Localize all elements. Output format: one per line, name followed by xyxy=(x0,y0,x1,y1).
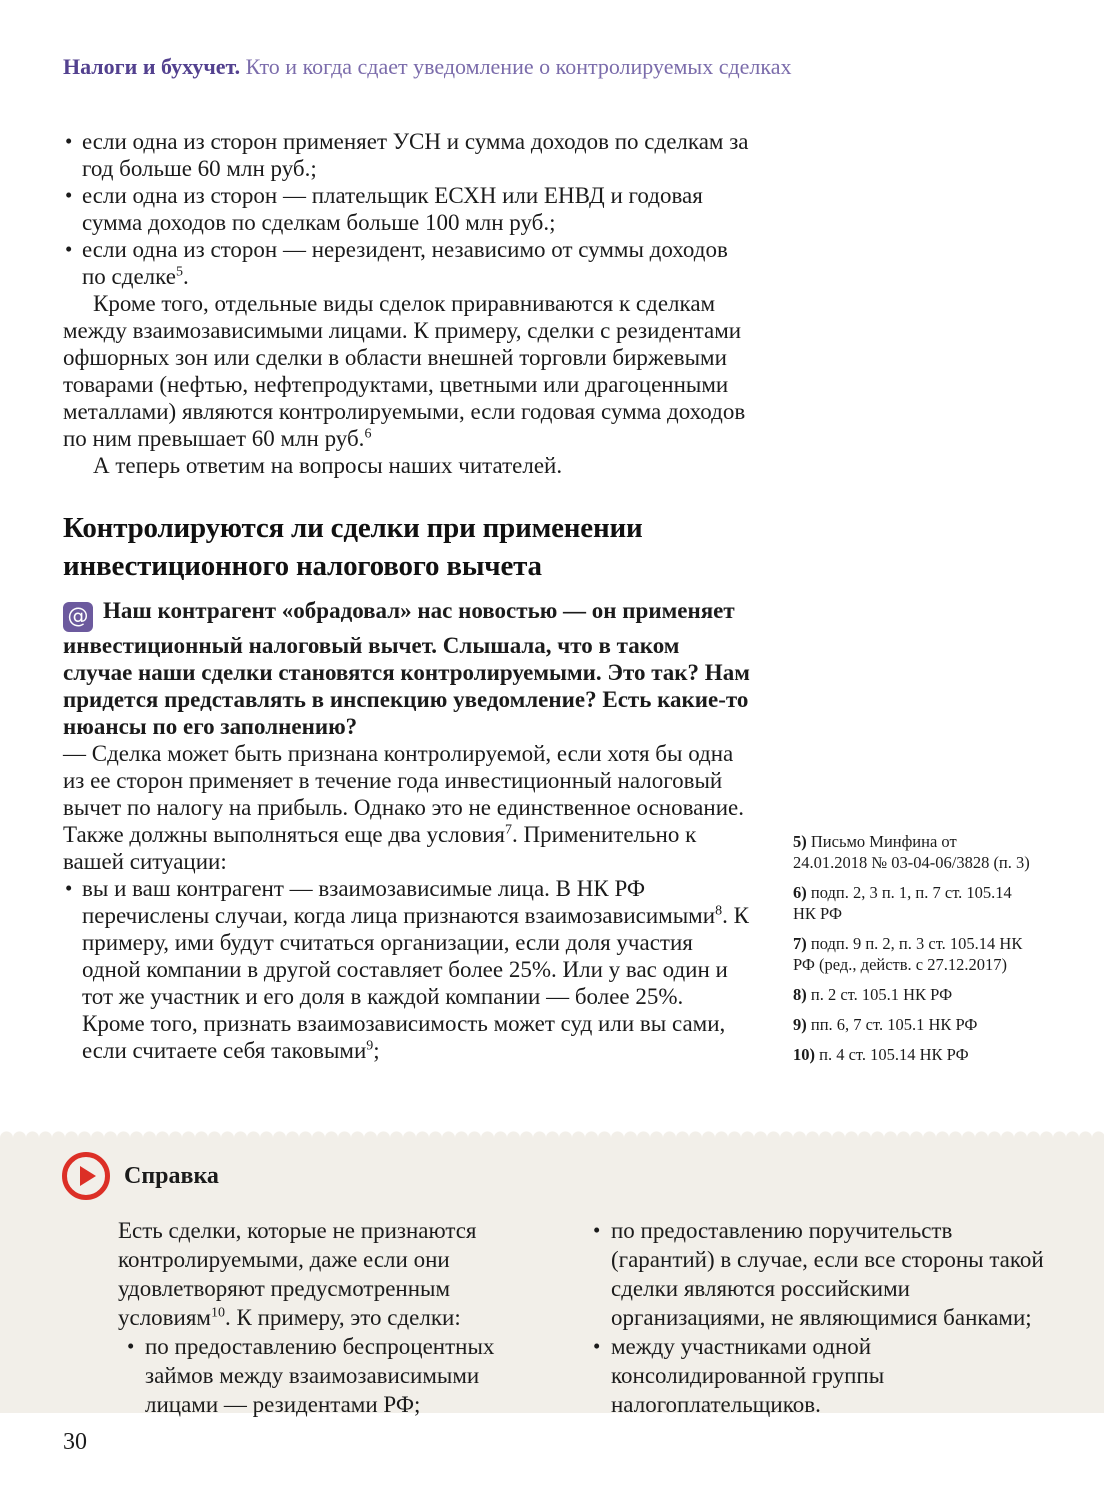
footnotes-sidebar xyxy=(793,831,1031,1074)
footnote xyxy=(793,1014,1031,1035)
bullet-text: если одна из сторон — плательщик ЕСХН или ЕНВД и годовая сумма доходов по сделкам больше 100 млн руб.; xyxy=(82,183,703,235)
footnote-text: Письмо Минфина от 24.01.2018 № 03-04-06/3828 (п. 3) xyxy=(793,832,1030,872)
paragraph-text: А теперь ответим на вопросы наших читателей. xyxy=(93,453,563,478)
footnote-ref: 9 xyxy=(366,1038,374,1054)
footnote xyxy=(793,984,1031,1005)
at-icon-glyph: @ xyxy=(67,604,89,628)
footnote xyxy=(793,831,1031,873)
section-heading: Контролируются ли сделки при применении инвестиционного налогового вычета xyxy=(63,512,643,582)
bullet-text: вы и ваш контрагент — взаимозависимые лица. В НК РФ перечислены случаи, когда лица признаются взаимозависимыми xyxy=(82,876,716,928)
bullet-text: между участниками одной консолидированной группы налогоплательщиков. xyxy=(611,1334,885,1417)
at-icon xyxy=(63,602,93,632)
footnote xyxy=(793,882,1031,924)
list-item xyxy=(611,1332,1048,1419)
paragraph-text: Кроме того, отдельные виды сделок приравниваются к сделкам между взаимозависимыми лицами. К примеру, сделки с резидентами офшорных зон или сделки в области внешней торговли биржевыми товарами (нефтью, нефтепродуктами, цветными или драгоценными металлами) являются контролируемыми, если годовая сумма доходов по ним превышает 60 млн руб. xyxy=(63,291,746,451)
reference-box-title: Справка xyxy=(124,1162,219,1189)
article-title: Кто и когда сдает уведомление о контролируемых сделках xyxy=(245,54,792,79)
play-icon xyxy=(62,1152,110,1200)
footnote-number: 10) xyxy=(793,1045,815,1064)
reference-box-header xyxy=(62,1152,219,1200)
footnote-ref: 5 xyxy=(175,264,183,280)
article-body xyxy=(63,128,751,1064)
answer-text: . Применительно к вашей ситуации: xyxy=(63,822,697,874)
list-item xyxy=(145,1332,546,1419)
footnote xyxy=(793,933,1031,975)
bullet-text: по предоставлению беспроцентных займов между взаимозависимыми лицами — резидентами РФ; xyxy=(145,1334,495,1417)
list-item xyxy=(82,875,751,1064)
footnote-number: 5) xyxy=(793,832,807,851)
footnote-text: подп. 2, 3 п. 1, п. 7 ст. 105.14 НК РФ xyxy=(793,883,1012,923)
footnote-text: п. 2 ст. 105.1 НК РФ xyxy=(810,985,953,1004)
paragraph xyxy=(118,1216,546,1332)
reference-bullet-list xyxy=(584,1216,1048,1419)
scalloped-edge xyxy=(0,1128,1104,1138)
list-item xyxy=(611,1216,1048,1332)
question-text: Наш контрагент «обрадовал» нас новостью — он применяет инвестиционный налоговый вычет. Слышала, что в таком случае наши сделки становятся контролируемыми. Это так? Нам придется представлять в инспекцию уведомление? Есть какие-то нюансы по его заполнению? xyxy=(63,598,750,739)
paragraph-text: . К примеру, это сделки: xyxy=(225,1305,461,1330)
bullet-text: ; xyxy=(373,1038,380,1063)
reference-left-column xyxy=(118,1216,546,1419)
page-number: 30 xyxy=(63,1429,87,1455)
answer-bullet-list xyxy=(63,875,751,1064)
list-item xyxy=(82,182,751,236)
answer-text: — Сделка может быть признана контролируемой, если хотя бы одна из ее сторон применяет в течение года инвестиционный налоговый вычет по налогу на прибыль. Однако это не единственное основание. Также должны выполняться еще два условия xyxy=(63,741,744,847)
intro-bullet-list xyxy=(63,128,751,290)
bullet-text: если одна из сторон применяет УСН и сумма доходов по сделкам за год больше 60 млн руб.; xyxy=(82,129,749,181)
footnote-number: 9) xyxy=(793,1015,807,1034)
reader-question xyxy=(63,597,751,740)
reference-box xyxy=(0,1138,1104,1417)
footnote-ref: 8 xyxy=(715,903,723,919)
footnote-ref: 10 xyxy=(211,1305,225,1321)
paragraph xyxy=(63,452,751,479)
reference-right-column xyxy=(584,1216,1048,1419)
footnote-text: подп. 9 п. 2, п. 3 ст. 105.14 НК РФ (ред., действ. с 27.12.2017) xyxy=(793,934,1023,974)
footnote-text: пп. 6, 7 ст. 105.1 НК РФ xyxy=(810,1015,978,1034)
paragraph xyxy=(63,290,751,452)
list-item xyxy=(82,236,751,290)
footnote-ref: 6 xyxy=(364,426,372,442)
play-triangle-icon xyxy=(80,1166,96,1186)
bullet-text: по предоставлению поручительств (гарантий) в случае, если все стороны такой сделки являются российскими организациями, не являющимися банками; xyxy=(611,1218,1044,1330)
footnote-text: п. 4 ст. 105.14 НК РФ xyxy=(819,1045,969,1064)
list-item xyxy=(82,128,751,182)
bullet-text: если одна из сторон — нерезидент, независимо от суммы доходов по сделке xyxy=(82,237,728,289)
bullet-text: . К примеру, ими будут считаться организации, если доля участия одной компании в другой составляет более 25%. Или у вас один и тот же участник и его доля в каждой компании — более 25%. Кроме того, признать взаимозависимость может суд или вы сами, если считаете себя таковыми xyxy=(82,903,749,1063)
rubric-title: Налоги и бухучет. xyxy=(63,54,241,79)
paragraph-text: Есть сделки, которые не признаются контролируемыми, даже если они удовлетворяют предусмотренным условиям xyxy=(118,1218,477,1330)
footnote xyxy=(793,1044,1031,1065)
reference-box-columns xyxy=(118,1216,1048,1419)
running-head xyxy=(63,54,792,80)
answer-paragraph xyxy=(63,740,751,875)
footnote-number: 8) xyxy=(793,985,807,1004)
reference-bullet-list xyxy=(118,1332,546,1419)
footnote-number: 7) xyxy=(793,934,807,953)
footnote-ref: 7 xyxy=(504,822,512,838)
bullet-text: . xyxy=(182,264,189,289)
footnote-number: 6) xyxy=(793,883,807,902)
